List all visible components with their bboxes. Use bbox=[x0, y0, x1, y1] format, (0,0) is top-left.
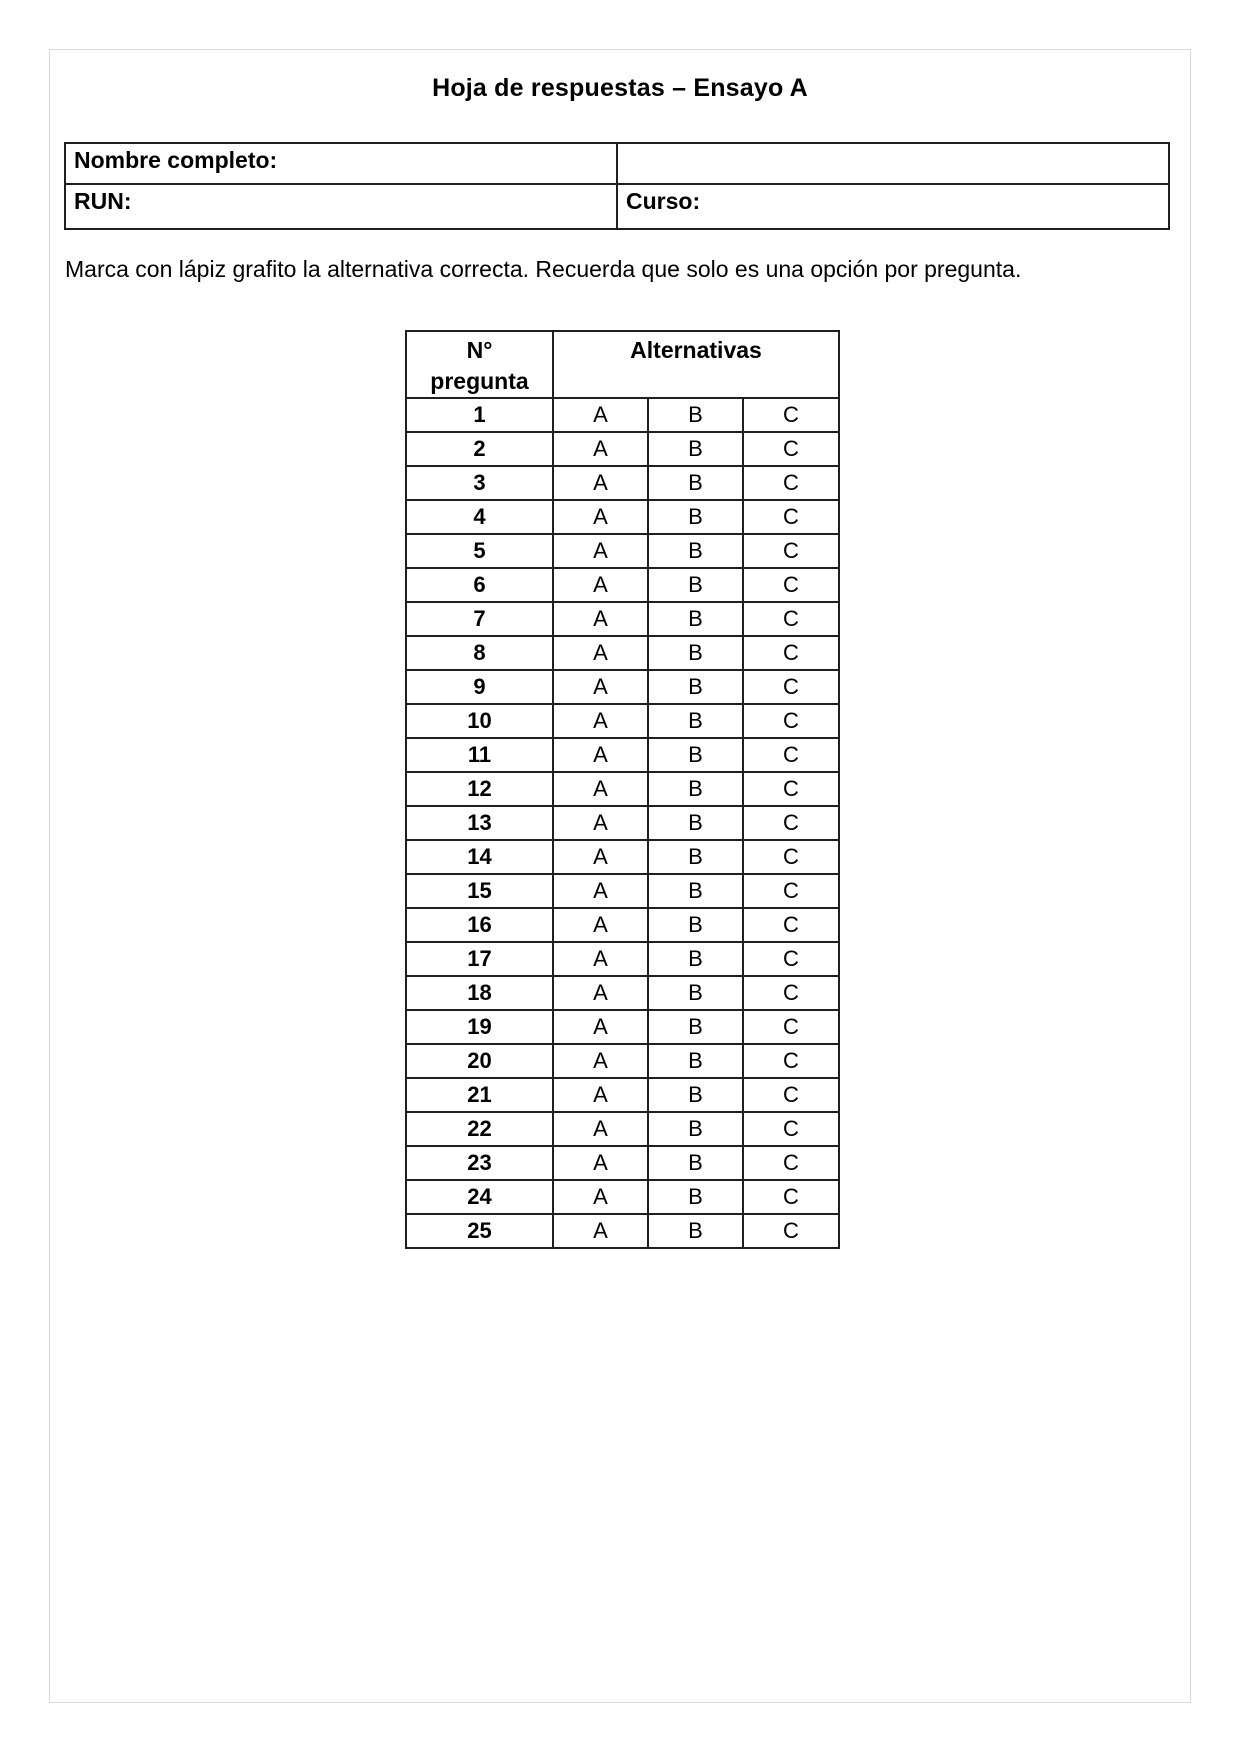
answer-option-c[interactable]: C bbox=[743, 1010, 839, 1044]
question-number: 6 bbox=[406, 568, 553, 602]
answer-option-c[interactable]: C bbox=[743, 942, 839, 976]
answer-grid-table bbox=[405, 330, 840, 1249]
answer-option-b[interactable]: B bbox=[648, 942, 743, 976]
table-row bbox=[406, 1078, 839, 1112]
answer-option-a[interactable]: A bbox=[553, 1078, 648, 1112]
question-number: 15 bbox=[406, 874, 553, 908]
answer-option-a[interactable]: A bbox=[553, 636, 648, 670]
answer-option-c[interactable]: C bbox=[743, 840, 839, 874]
question-number-header-line2: pregunta bbox=[430, 368, 529, 394]
answer-option-b[interactable]: B bbox=[648, 602, 743, 636]
answer-option-c[interactable]: C bbox=[743, 1214, 839, 1248]
table-row bbox=[65, 184, 1169, 229]
question-number-header-line1: N° bbox=[466, 337, 493, 363]
instruction-text: Marca con lápiz grafito la alternativa correcta. Recuerda que solo es una opción por pregunta. bbox=[65, 256, 1022, 282]
document-page bbox=[49, 49, 1191, 1703]
answer-option-a[interactable]: A bbox=[553, 670, 648, 704]
answer-option-c[interactable]: C bbox=[743, 704, 839, 738]
answer-option-a[interactable]: A bbox=[553, 874, 648, 908]
question-number: 3 bbox=[406, 466, 553, 500]
table-row bbox=[406, 602, 839, 636]
answer-option-b[interactable]: B bbox=[648, 976, 743, 1010]
answer-option-b[interactable]: B bbox=[648, 534, 743, 568]
answer-option-b[interactable]: B bbox=[648, 1214, 743, 1248]
answer-option-c[interactable]: C bbox=[743, 1044, 839, 1078]
table-row bbox=[406, 1112, 839, 1146]
question-number: 8 bbox=[406, 636, 553, 670]
question-number: 9 bbox=[406, 670, 553, 704]
answer-option-c[interactable]: C bbox=[743, 806, 839, 840]
answer-option-a[interactable]: A bbox=[553, 398, 648, 432]
table-row bbox=[406, 840, 839, 874]
answer-option-c[interactable]: C bbox=[743, 432, 839, 466]
question-number: 25 bbox=[406, 1214, 553, 1248]
answer-option-b[interactable]: B bbox=[648, 636, 743, 670]
question-number: 17 bbox=[406, 942, 553, 976]
table-row bbox=[406, 908, 839, 942]
table-row bbox=[406, 432, 839, 466]
question-number: 4 bbox=[406, 500, 553, 534]
alternatives-header: Alternativas bbox=[553, 331, 839, 398]
table-row bbox=[406, 466, 839, 500]
table-row bbox=[406, 806, 839, 840]
table-row bbox=[406, 636, 839, 670]
table-row bbox=[406, 670, 839, 704]
question-number: 22 bbox=[406, 1112, 553, 1146]
answer-option-c[interactable]: C bbox=[743, 1146, 839, 1180]
answer-option-b[interactable]: B bbox=[648, 738, 743, 772]
question-number: 16 bbox=[406, 908, 553, 942]
table-row bbox=[406, 1214, 839, 1248]
answer-option-b[interactable]: B bbox=[648, 840, 743, 874]
table-row bbox=[406, 1180, 839, 1214]
table-row bbox=[406, 738, 839, 772]
table-row bbox=[406, 874, 839, 908]
question-number: 20 bbox=[406, 1044, 553, 1078]
answer-option-c[interactable]: C bbox=[743, 1180, 839, 1214]
answer-option-c[interactable]: C bbox=[743, 602, 839, 636]
answer-option-b[interactable]: B bbox=[648, 806, 743, 840]
question-number: 10 bbox=[406, 704, 553, 738]
answer-option-b[interactable]: B bbox=[648, 466, 743, 500]
answers-body bbox=[406, 398, 839, 1248]
answer-option-a[interactable]: A bbox=[553, 1044, 648, 1078]
answer-option-a[interactable]: A bbox=[553, 806, 648, 840]
question-number: 5 bbox=[406, 534, 553, 568]
table-row bbox=[406, 704, 839, 738]
answer-option-a[interactable]: A bbox=[553, 942, 648, 976]
answer-option-b[interactable]: B bbox=[648, 704, 743, 738]
answer-option-b[interactable]: B bbox=[648, 500, 743, 534]
answer-option-b[interactable]: B bbox=[648, 1180, 743, 1214]
table-row bbox=[406, 772, 839, 806]
answer-option-b[interactable]: B bbox=[648, 670, 743, 704]
answer-option-a[interactable]: A bbox=[553, 466, 648, 500]
table-row bbox=[406, 976, 839, 1010]
table-row bbox=[406, 1010, 839, 1044]
answer-option-c[interactable]: C bbox=[743, 568, 839, 602]
answer-option-a[interactable]: A bbox=[553, 500, 648, 534]
answer-option-a[interactable]: A bbox=[553, 1214, 648, 1248]
table-header-row bbox=[406, 331, 839, 398]
table-row bbox=[406, 568, 839, 602]
answer-option-b[interactable]: B bbox=[648, 772, 743, 806]
nombre-completo-value-cell[interactable] bbox=[617, 143, 1169, 184]
answer-option-a[interactable]: A bbox=[553, 738, 648, 772]
nombre-completo-label-cell bbox=[65, 143, 617, 184]
answer-option-c[interactable]: C bbox=[743, 874, 839, 908]
table-row bbox=[406, 1044, 839, 1078]
answer-option-b[interactable]: B bbox=[648, 1146, 743, 1180]
table-row bbox=[406, 500, 839, 534]
table-row bbox=[65, 143, 1169, 184]
answer-option-b[interactable]: B bbox=[648, 1010, 743, 1044]
table-row bbox=[406, 534, 839, 568]
question-number: 11 bbox=[406, 738, 553, 772]
run-field-cell[interactable] bbox=[65, 184, 617, 229]
answer-option-c[interactable]: C bbox=[743, 398, 839, 432]
answer-option-b[interactable]: B bbox=[648, 908, 743, 942]
answer-option-c[interactable]: C bbox=[743, 1112, 839, 1146]
curso-field-cell[interactable] bbox=[617, 184, 1169, 229]
answer-option-c[interactable]: C bbox=[743, 908, 839, 942]
page-title: Hoja de respuestas – Ensayo A bbox=[432, 74, 808, 102]
answer-option-c[interactable]: C bbox=[743, 976, 839, 1010]
answer-option-b[interactable]: B bbox=[648, 1078, 743, 1112]
question-number: 18 bbox=[406, 976, 553, 1010]
question-number: 2 bbox=[406, 432, 553, 466]
question-number: 12 bbox=[406, 772, 553, 806]
answer-option-a[interactable]: A bbox=[553, 432, 648, 466]
answer-option-b[interactable]: B bbox=[648, 432, 743, 466]
answer-option-c[interactable]: C bbox=[743, 772, 839, 806]
table-row bbox=[406, 398, 839, 432]
answer-option-c[interactable]: C bbox=[743, 670, 839, 704]
answer-option-a[interactable]: A bbox=[553, 534, 648, 568]
student-info-table bbox=[64, 142, 1170, 230]
nombre-completo-label: Nombre completo: bbox=[74, 147, 278, 173]
answer-option-a[interactable]: A bbox=[553, 840, 648, 874]
answer-option-b[interactable]: B bbox=[648, 874, 743, 908]
answer-option-c[interactable]: C bbox=[743, 738, 839, 772]
answer-option-b[interactable]: B bbox=[648, 1044, 743, 1078]
answer-option-a[interactable]: A bbox=[553, 976, 648, 1010]
answer-option-b[interactable]: B bbox=[648, 398, 743, 432]
answer-option-a[interactable]: A bbox=[553, 772, 648, 806]
answer-option-c[interactable]: C bbox=[743, 500, 839, 534]
question-number: 24 bbox=[406, 1180, 553, 1214]
question-number: 19 bbox=[406, 1010, 553, 1044]
answer-option-c[interactable]: C bbox=[743, 636, 839, 670]
answer-option-a[interactable]: A bbox=[553, 1180, 648, 1214]
question-number: 13 bbox=[406, 806, 553, 840]
table-row bbox=[406, 1146, 839, 1180]
question-number: 1 bbox=[406, 398, 553, 432]
answer-option-a[interactable]: A bbox=[553, 1146, 648, 1180]
answer-option-a[interactable]: A bbox=[553, 602, 648, 636]
answer-option-a[interactable]: A bbox=[553, 568, 648, 602]
answer-option-b[interactable]: B bbox=[648, 568, 743, 602]
question-number: 23 bbox=[406, 1146, 553, 1180]
curso-label: Curso: bbox=[626, 188, 701, 214]
table-row bbox=[406, 942, 839, 976]
question-number-header bbox=[406, 331, 553, 398]
answer-option-a[interactable]: A bbox=[553, 908, 648, 942]
answer-option-a[interactable]: A bbox=[553, 1112, 648, 1146]
answer-option-b[interactable]: B bbox=[648, 1112, 743, 1146]
question-number: 7 bbox=[406, 602, 553, 636]
question-number: 14 bbox=[406, 840, 553, 874]
answer-option-c[interactable]: C bbox=[743, 534, 839, 568]
answer-option-c[interactable]: C bbox=[743, 466, 839, 500]
answer-option-a[interactable]: A bbox=[553, 1010, 648, 1044]
run-label: RUN: bbox=[74, 188, 132, 214]
question-number: 21 bbox=[406, 1078, 553, 1112]
answer-option-a[interactable]: A bbox=[553, 704, 648, 738]
answer-option-c[interactable]: C bbox=[743, 1078, 839, 1112]
